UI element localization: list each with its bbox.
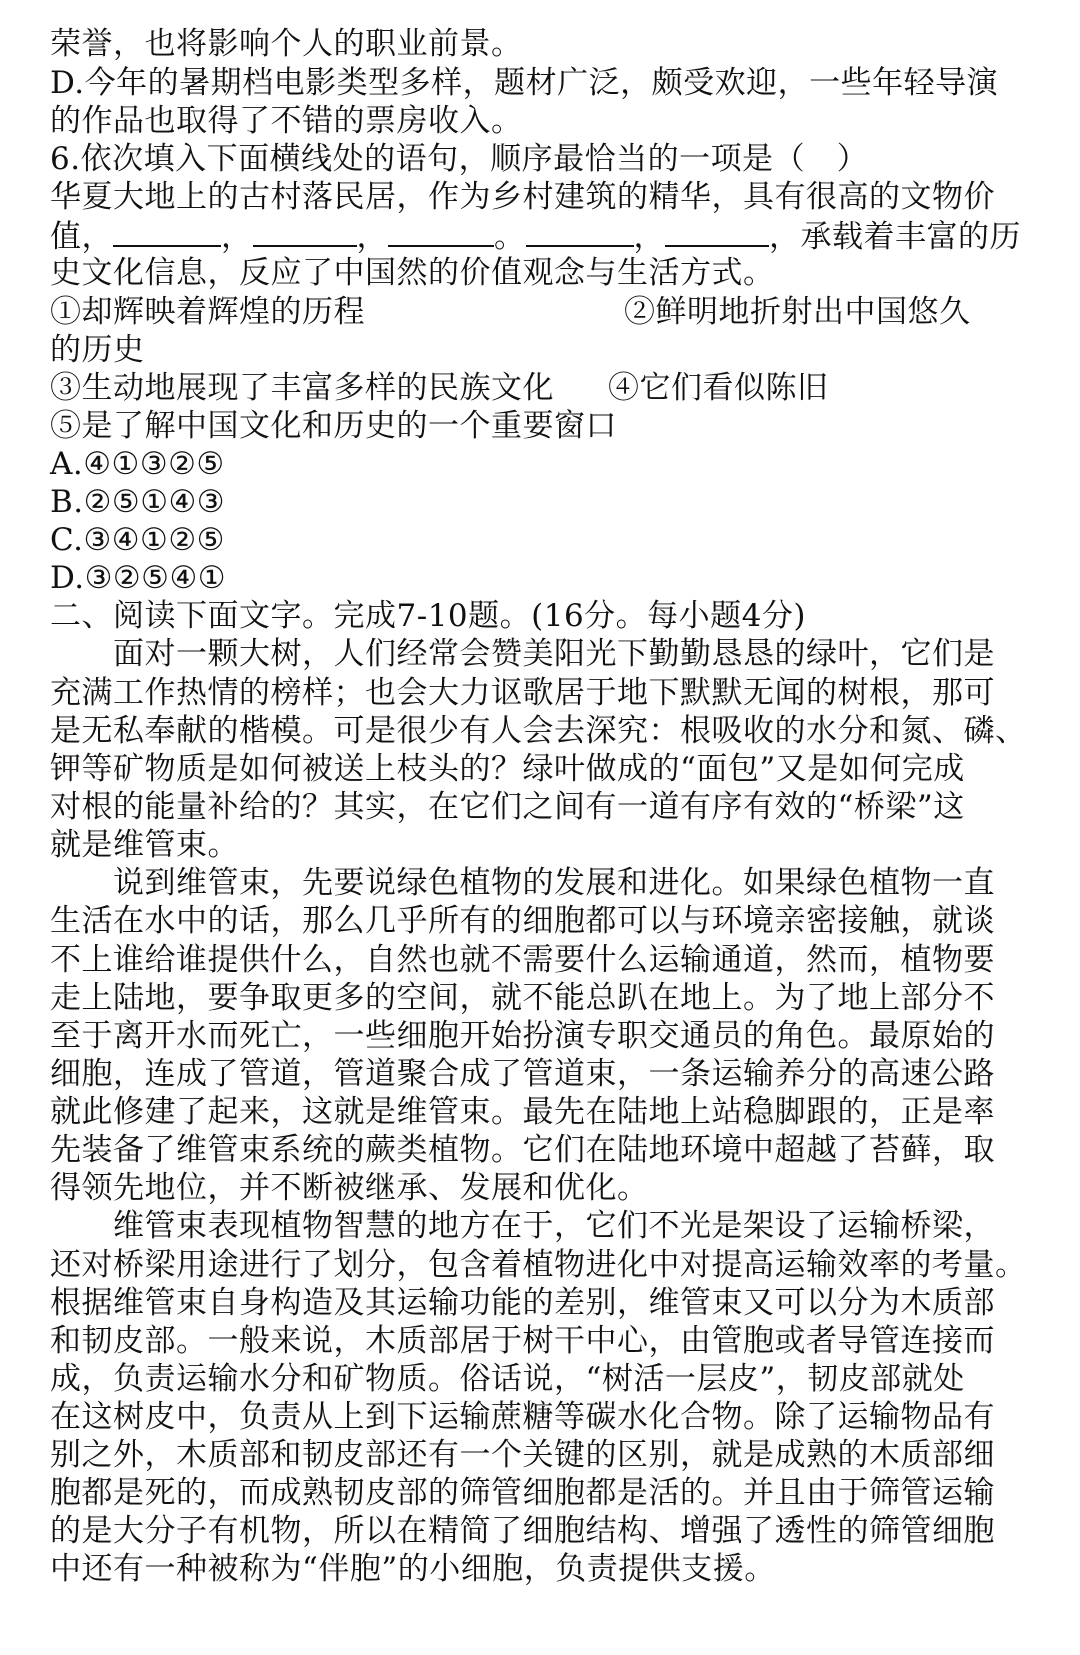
text-line: 先装备了维管束系统的蕨类植物。它们在陆地环境中超越了苔藓，取 [50, 1132, 995, 1168]
answer-choice-d: D.③②⑤④① [50, 560, 227, 596]
text-line: 在这树皮中，负责从上到下运输蔗糖等碳水化合物。除了运输物品有 [50, 1399, 995, 1435]
section-heading: 二、阅读下面文字。完成7-10题。(16分。每小题4分) [50, 598, 806, 634]
text-line: 就是维管束。 [50, 827, 239, 863]
blank-line [50, 215, 1021, 257]
text-line: 还对桥梁用途进行了划分，包含着植物进化中对提高运输效率的考量。 [50, 1247, 1027, 1283]
text-line: 华夏大地上的古村落民居，作为乡村建筑的精华，具有很高的文物价 [50, 179, 995, 215]
text-line: 的是大分子有机物，所以在精简了细胞结构、增强了透性的筛管细胞 [50, 1513, 995, 1549]
text-line: 至于离开水而死亡，一些细胞开始扮演专职交通员的角色。最原始的 [50, 1018, 995, 1054]
text-line: 面对一颗大树，人们经常会赞美阳光下勤勤恳恳的绿叶，它们是 [50, 636, 995, 672]
text-line: 充满工作热情的榜样；也会大力讴歌居于地下默默无闻的树根，那可 [50, 675, 995, 711]
answer-choice-b: B.②⑤①④③ [50, 484, 226, 520]
blank-line-text: ， [356, 219, 388, 255]
text-line: 说到维管束，先要说绿色植物的发展和进化。如果绿色植物一直 [50, 865, 995, 901]
text-line: 维管束表现植物智慧的地方在于，它们不光是架设了运输桥梁， [50, 1208, 995, 1244]
text-line: 荣誉，也将影响个人的职业前景。 [50, 26, 523, 62]
blank-line-text: ， [221, 219, 253, 255]
text-line: 成，负责运输水分和矿物质。俗话说，“树活一层皮”，韧皮部就处 [50, 1361, 965, 1397]
text-line: D.今年的暑期档电影类型多样，题材广泛，颇受欢迎，一些年轻导演 [50, 65, 999, 101]
text-line: 胞都是死的，而成熟韧皮部的筛管细胞都是活的。并且由于筛管运输 [50, 1475, 995, 1511]
option-item: ③生动地展现了丰富多样的民族文化 [50, 370, 554, 406]
option-item: ①却辉映着辉煌的历程 [50, 294, 365, 330]
option-item: ⑤是了解中国文化和历史的一个重要窗口 [50, 408, 617, 444]
text-line: 是无私奉献的楷模。可是很少有人会去深究：根吸收的水分和氮、磷、 [50, 713, 1027, 749]
option-item: ②鲜明地折射出中国悠久 [624, 294, 971, 330]
question-stem: 6.依次填入下面横线处的语句，顺序最恰当的一项是（ ） [50, 141, 869, 177]
text-line: 得领先地位，并不断被继承、发展和优化。 [50, 1170, 649, 1206]
answer-choice-a: A.④①③②⑤ [50, 446, 225, 482]
text-line: 的作品也取得了不错的票房收入。 [50, 103, 523, 139]
text-line: 走上陆地，要争取更多的空间，就不能总趴在地上。为了地上部分不 [50, 980, 995, 1016]
text-line: 不上谁给谁提供什么，自然也就不需要什么运输通道，然而，植物要 [50, 942, 995, 978]
answer-blank [113, 215, 221, 247]
text-line: 和韧皮部。一般来说，木质部居于树干中心，由管胞或者导管连接而 [50, 1323, 995, 1359]
blank-line-text: ， [633, 219, 665, 255]
answer-blank [665, 215, 769, 247]
text-line: 对根的能量补给的？其实，在它们之间有一道有序有效的“桥梁”这 [50, 789, 965, 825]
text-line: 生活在水中的话，那么几乎所有的细胞都可以与环境亲密接触，就谈 [50, 903, 995, 939]
answer-choice-c: C.③④①②⑤ [50, 522, 225, 558]
text-line: 的历史 [50, 332, 145, 368]
text-line: 别之外，木质部和韧皮部还有一个关键的区别，就是成熟的木质部细 [50, 1437, 995, 1473]
text-line: 史文化信息，反应了中国然的价值观念与生活方式。 [50, 255, 775, 291]
option-item: ④它们看似陈旧 [608, 370, 829, 406]
blank-line-text: 值， [50, 219, 113, 255]
text-line: 钾等矿物质是如何被送上枝头的？绿叶做成的“面包”又是如何完成 [50, 751, 965, 787]
answer-blank [526, 215, 634, 247]
text-line: 就此修建了起来，这就是维管束。最先在陆地上站稳脚跟的，正是率 [50, 1094, 995, 1130]
text-line: 中还有一种被称为“伴胞”的小细胞，负责提供支援。 [50, 1551, 776, 1587]
answer-blank [388, 215, 494, 247]
blank-line-text: 。 [494, 219, 526, 255]
text-line: 根据维管束自身构造及其运输功能的差别，维管束又可以分为木质部 [50, 1285, 995, 1321]
text-line: 细胞，连成了管道，管道聚合成了管道束，一条运输养分的高速公路 [50, 1056, 995, 1092]
answer-blank [253, 215, 357, 247]
blank-line-text: ，承载着丰富的历 [769, 219, 1021, 255]
